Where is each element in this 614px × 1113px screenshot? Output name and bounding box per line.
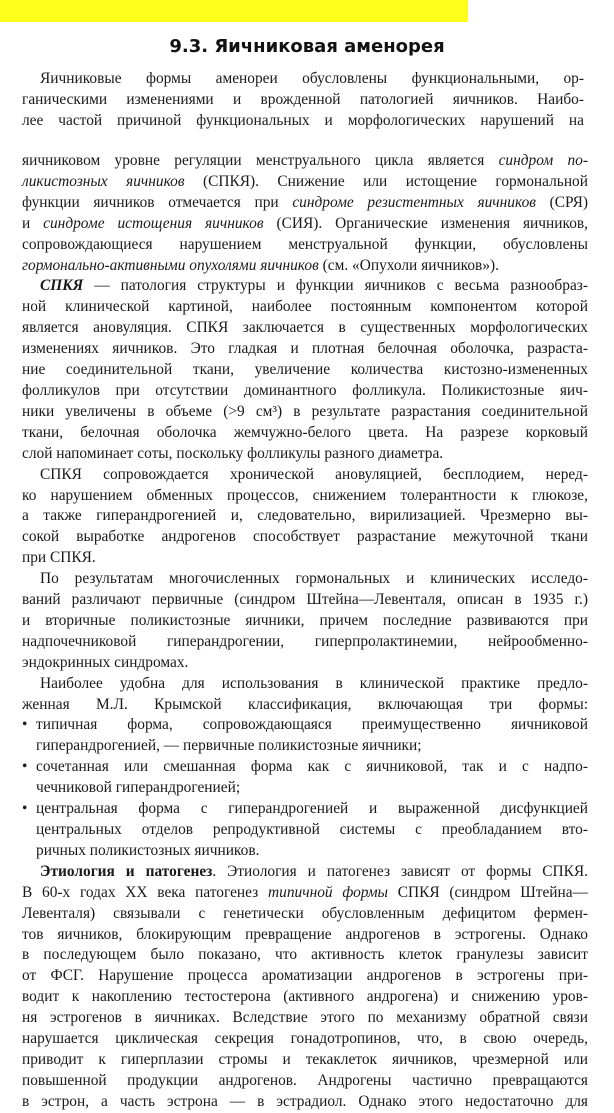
bullet-list-item: • сочетанная или смешанная форма как с яичниковой, так и с надпо- [22, 757, 588, 778]
text-line: По результатам многочисленных гормональных и клинических исследо- [40, 570, 588, 588]
text-line: повышенной продукции андрогенов. Андрогены частично превращаются [22, 1071, 588, 1089]
text-line: сокой выработке андрогенов способствует разрастание межуточной ткани [22, 528, 588, 546]
text-line: СПКЯ — патология структуры и функции яичников с весьма разнообраз- [40, 277, 588, 295]
text-line: в последующем было показано, что активность клеток гранулезы зависит [22, 946, 588, 964]
text-line: гормонально-активными опухолями яичников (см. «Опухоли яичников»). [22, 256, 499, 274]
bullet-list-item: • центральная форма с гиперандрогенией и выраженной дисфункцией [22, 799, 588, 820]
text-line: ткани, белочная оболочка жемчужно-белого цвета. На разрезе корковый [22, 423, 588, 441]
text-line: изменениях яичников. Это гладкая и плотная белочная оболочка, разраста- [22, 340, 588, 358]
bullet-icon: • [22, 716, 28, 734]
text-line: ня эстрогенов в яичниках. Вследствие этого по механизму обратной связи [22, 1009, 588, 1027]
text-line: ко нарушением обменных процессов, снижением толерантности к глюкозе, [22, 486, 588, 504]
bullet-icon: • [22, 800, 28, 818]
text-line: эндокринных синдромах. [22, 653, 189, 671]
text-line: Этиология и патогенез. Этиология и патогенез зависят от формы СПКЯ. [40, 862, 588, 880]
text-line: ричных поликистозных яичников. [36, 841, 260, 859]
text-line: ние соединительной ткани, увеличение количества кистозно-измененных [22, 361, 588, 379]
text-line: яичниковом уровне регуляции менструального цикла является синдром по- [22, 152, 588, 169]
text-line: Наиболее удобна для использования в клинической практике предло- [40, 674, 588, 692]
text-line: при СПКЯ. [22, 549, 96, 567]
text-line: Яичниковые формы аменореи обусловлены функциональными, ор- [40, 70, 584, 87]
text-line: водит к накоплению тестостерона (активного андрогена) и снижению уров- [22, 988, 588, 1006]
text-line: функции яичников отмечается при синдроме резистентных яичников (СРЯ) [22, 193, 589, 211]
text-line: фолликулов при отсутствии доминантного фолликула. Поликистозные яич- [22, 381, 588, 399]
text-line: женная М.Л. Крымской классификация, включающая три формы: [22, 695, 588, 713]
text-line: СПКЯ сопровождается хронической ановуляцией, бесплодием, неред- [40, 465, 588, 483]
text-line: приводит к гиперплазии стромы и текаклеток яичников, чрезмерной или [22, 1050, 588, 1068]
bullet-list-item: • типичная форма, сопровождающаяся преимущественно яичниковой [22, 715, 588, 736]
text-line: является ановуляция. СПКЯ заключается в существенных морфологических [22, 319, 588, 337]
text-line: Левенталя) связывали с генетически обусловленным дефицитом фермен- [22, 904, 588, 922]
text-line: а также гиперандрогенией и, следовательно, вирилизацией. Чрезмерно вы- [22, 507, 588, 525]
text-line: чечниковой гиперандрогенией; [36, 779, 241, 797]
text-line: сопровождающиеся нарушением менструальной функции, обусловлены [22, 235, 588, 253]
text-line: ной клинической картиной, наиболее постоянным компонентом которой [22, 298, 588, 316]
text-line: в эстрон, а часть эстрона — в эстрадиол. Однако этого недостаточно для [22, 1092, 588, 1110]
text-line: ники увеличены в объеме (>9 см³) в результате разрастания соединительной [22, 402, 588, 420]
text-line: нарушается циклическая секреция гонадотропинов, что, в свою очередь, [22, 1030, 588, 1048]
text-line: центральных отделов репродуктивной системы с преобладанием вто- [36, 821, 588, 838]
text-line: слой напоминает соты, поскольку фолликулы разного диаметра. [22, 444, 444, 462]
intro-paragraph [22, 68, 584, 131]
body-text [22, 151, 588, 1113]
text-line: ваний различают первичные (синдром Штейна—Левенталя, описан в 1935 г.) [22, 591, 588, 609]
bullet-icon: • [22, 758, 28, 776]
text-line: надпочечниковой гиперандрогении, гиперпролактинемии, нейрообменно- [22, 632, 588, 650]
text-line: гиперандрогенией, — первичные поликистозные яичники; [36, 737, 422, 755]
text-line: от ФСГ. Нарушение процесса ароматизации андрогенов в эстрогены при- [22, 967, 588, 985]
text-line: ликистозных яичников (СПКЯ). Снижение или истощение гормональной [22, 172, 588, 190]
text-line: В 60-х годах XX века патогенез типичной формы СПКЯ (синдром Штейна— [22, 883, 589, 901]
text-line: лее частой причиной функциональных и морфологических нарушений на [22, 112, 584, 129]
highlight-bar [0, 0, 468, 22]
text-line: и вторичные поликистозные яичники, причем последние развиваются при [22, 611, 588, 629]
text-line: ганическими изменениями и врожденной патологией яичников. Наибо- [22, 91, 584, 108]
text-line: тов яичников, блокирующим превращение андрогенов в эстрогены. Однако [22, 925, 588, 943]
section-heading: 9.3. Яичниковая аменорея [169, 36, 445, 57]
text-line: и синдроме истощения яичников (СИЯ). Органические изменения яичников, [22, 214, 589, 232]
